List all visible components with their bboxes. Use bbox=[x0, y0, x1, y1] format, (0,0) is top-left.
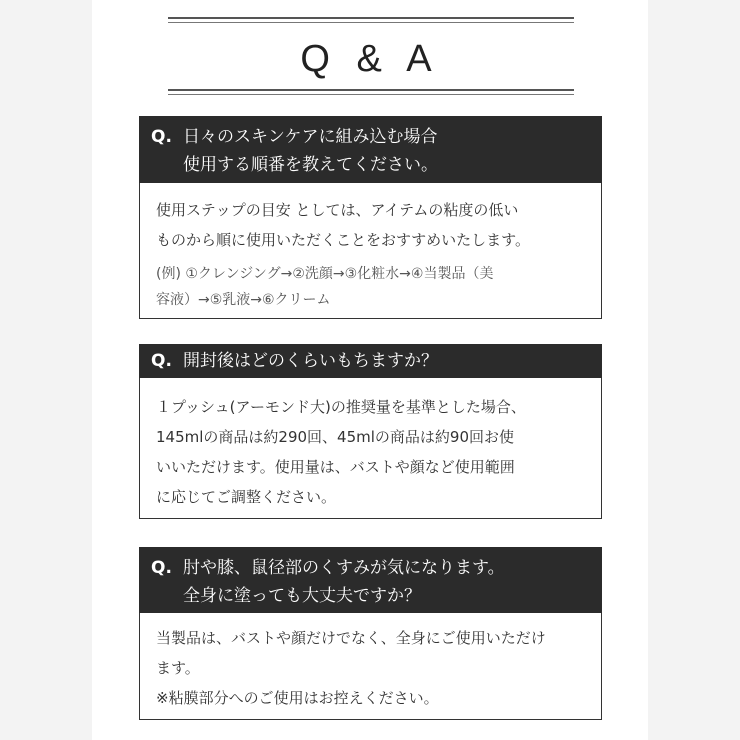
answer-line: いいただけます。使用量は、バストや顔など使用範囲 bbox=[156, 458, 515, 476]
question-1 bbox=[139, 116, 602, 183]
answer-line: 使用ステップの目安 としては、アイテムの粘度の低い bbox=[156, 201, 519, 219]
left-margin bbox=[0, 0, 92, 740]
question-line: 開封後はどのくらいもちますか？ bbox=[183, 351, 438, 371]
question-line: 日々のスキンケアに組み込む場合 bbox=[183, 127, 438, 147]
title-rule-bottom bbox=[168, 89, 574, 95]
answer-2 bbox=[139, 378, 602, 519]
answer-line: ものから順に使用いただくことをおすすめいたします。 bbox=[156, 231, 530, 249]
qa-item-2 bbox=[139, 344, 602, 519]
qa-item-3 bbox=[139, 547, 602, 720]
answer-line: 145mlの商品は約290回、45mlの商品は約90回お使 bbox=[156, 428, 514, 446]
question-line: 肘や膝、鼠径部のくすみが気になります。 bbox=[183, 558, 505, 578]
question-line: 全身に塗っても大丈夫ですか？ bbox=[183, 586, 421, 606]
section-title: Q & A bbox=[300, 38, 440, 80]
qa-item-1 bbox=[139, 116, 602, 319]
question-line: 使用する順番を教えてください。 bbox=[183, 155, 438, 175]
qa-section bbox=[92, 0, 648, 740]
answer-line: ※粘膜部分へのご使用はお控えください。 bbox=[156, 689, 439, 707]
right-margin bbox=[648, 0, 740, 740]
q-mark: Q. bbox=[151, 558, 172, 578]
answer-line: １プッシュ(アーモンド大)の推奨量を基準とした場合、 bbox=[156, 398, 526, 416]
q-mark: Q. bbox=[151, 351, 172, 371]
answer-1 bbox=[139, 183, 602, 319]
answer-line: に応じてご調整ください。 bbox=[156, 488, 337, 506]
answer-note-line: (例) ①クレンジング→②洗顔→③化粧水→④当製品（美 bbox=[156, 266, 494, 282]
answer-3 bbox=[139, 613, 602, 720]
answer-note-line: 容液）→⑤乳液→⑥クリーム bbox=[156, 292, 331, 308]
question-2 bbox=[139, 344, 602, 378]
title-rule-top bbox=[168, 17, 574, 23]
answer-line: ます。 bbox=[156, 659, 200, 677]
question-3 bbox=[139, 547, 602, 613]
q-mark: Q. bbox=[151, 127, 172, 147]
answer-line: 当製品は、バストや顔だけでなく、全身にご使用いただけ bbox=[156, 629, 546, 647]
